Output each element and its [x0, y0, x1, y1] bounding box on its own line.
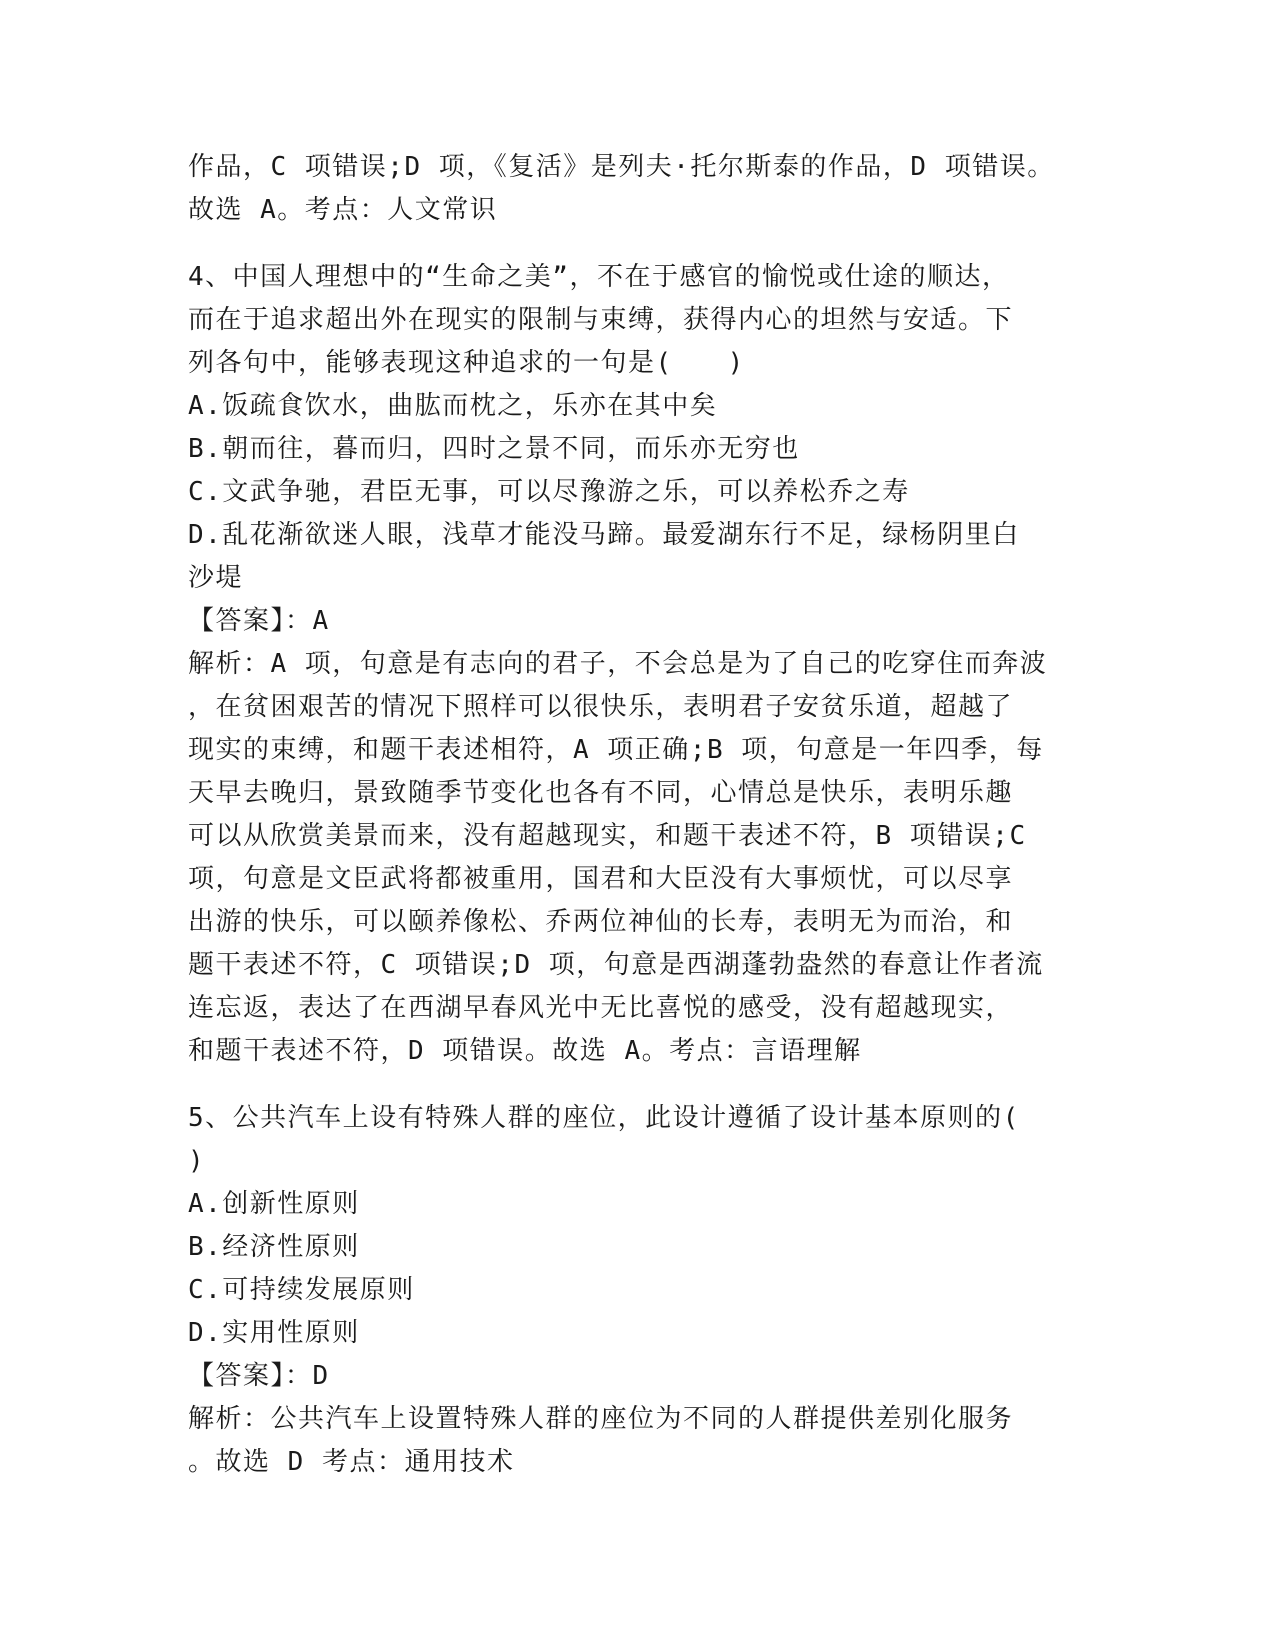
question-stem-line: 而在于追求超出外在现实的限制与束缚，获得内心的坦然与安适。下 [188, 305, 1014, 335]
answer-line: 【答案】：A [188, 606, 330, 636]
spacer [188, 1073, 1088, 1097]
option-d: D.乱花渐欲迷人眼，浅草才能没马蹄。最爱湖东行不足，绿杨阴里白 [188, 520, 1020, 550]
analysis-line: 天早去晚归，景致随季节变化也各有不同，心情总是快乐，表明乐趣 [188, 778, 1014, 808]
analysis-line: 。故选 D 考点：通用技术 [188, 1447, 515, 1477]
analysis-line: 项，句意是文臣武将都被重用，国君和大臣没有大事烦忧，可以尽享 [188, 864, 1014, 894]
question-stem-line: 5、公共汽车上设有特殊人群的座位，此设计遵循了设计基本原则的( [188, 1103, 1020, 1133]
analysis-line: 解析：A 项，句意是有志向的君子，不会总是为了自己的吃穿住而奔波 [188, 649, 1048, 679]
answer-line: 【答案】：D [188, 1361, 330, 1391]
option-c: C.文武争驰，君臣无事，可以尽豫游之乐，可以养松乔之寿 [188, 477, 910, 507]
question-stem-line: 4、中国人理想中的“生命之美”，不在于感官的愉悦或仕途的顺达， [188, 262, 1010, 292]
analysis-line: 题干表述不符，C 项错误;D 项，句意是西湖蓬勃盎然的春意让作者流 [188, 950, 1044, 980]
question-5 [188, 1097, 1088, 1484]
analysis-line: 可以从欣赏美景而来，没有超越现实，和题干表述不符，B 项错误;C [188, 821, 1027, 851]
text-line: 故选 A。考点：人文常识 [188, 195, 498, 225]
question-stem-line: ) [188, 1146, 206, 1176]
option-c: C.可持续发展原则 [188, 1275, 415, 1305]
analysis-line: ，在贫困艰苦的情况下照样可以很快乐，表明君子安贫乐道，超越了 [188, 692, 1014, 722]
question-4 [188, 256, 1088, 1073]
analysis-line: 和题干表述不符，D 项错误。故选 A。考点：言语理解 [188, 1036, 862, 1066]
text-line: 作品，C 项错误;D 项，《复活》是列夫·托尔斯泰的作品，D 项错误。 [188, 152, 1055, 182]
document-page [188, 146, 1088, 1484]
spacer [188, 232, 1088, 256]
option-b: B.朝而往，暮而归，四时之景不同，而乐亦无穷也 [188, 434, 800, 464]
analysis-line: 连忘返，表达了在西湖早春风光中无比喜悦的感受，没有超越现实， [188, 993, 1014, 1023]
analysis-line: 现实的束缚，和题干表述相符，A 项正确;B 项，句意是一年四季，每 [188, 735, 1044, 765]
analysis-line: 解析：公共汽车上设置特殊人群的座位为不同的人群提供差别化服务 [188, 1404, 1014, 1434]
analysis-line: 出游的快乐，可以颐养像松、乔两位神仙的长寿，表明无为而治，和 [188, 907, 1014, 937]
option-a: A.饭疏食饮水，曲肱而枕之，乐亦在其中矣 [188, 391, 718, 421]
previous-question-tail [188, 146, 1088, 232]
option-b: B.经济性原则 [188, 1232, 360, 1262]
option-a: A.创新性原则 [188, 1189, 360, 1219]
question-stem-line: 列各句中，能够表现这种追求的一句是( ) [188, 348, 745, 378]
option-d-continued: 沙堤 [188, 563, 244, 593]
option-d: D.实用性原则 [188, 1318, 360, 1348]
